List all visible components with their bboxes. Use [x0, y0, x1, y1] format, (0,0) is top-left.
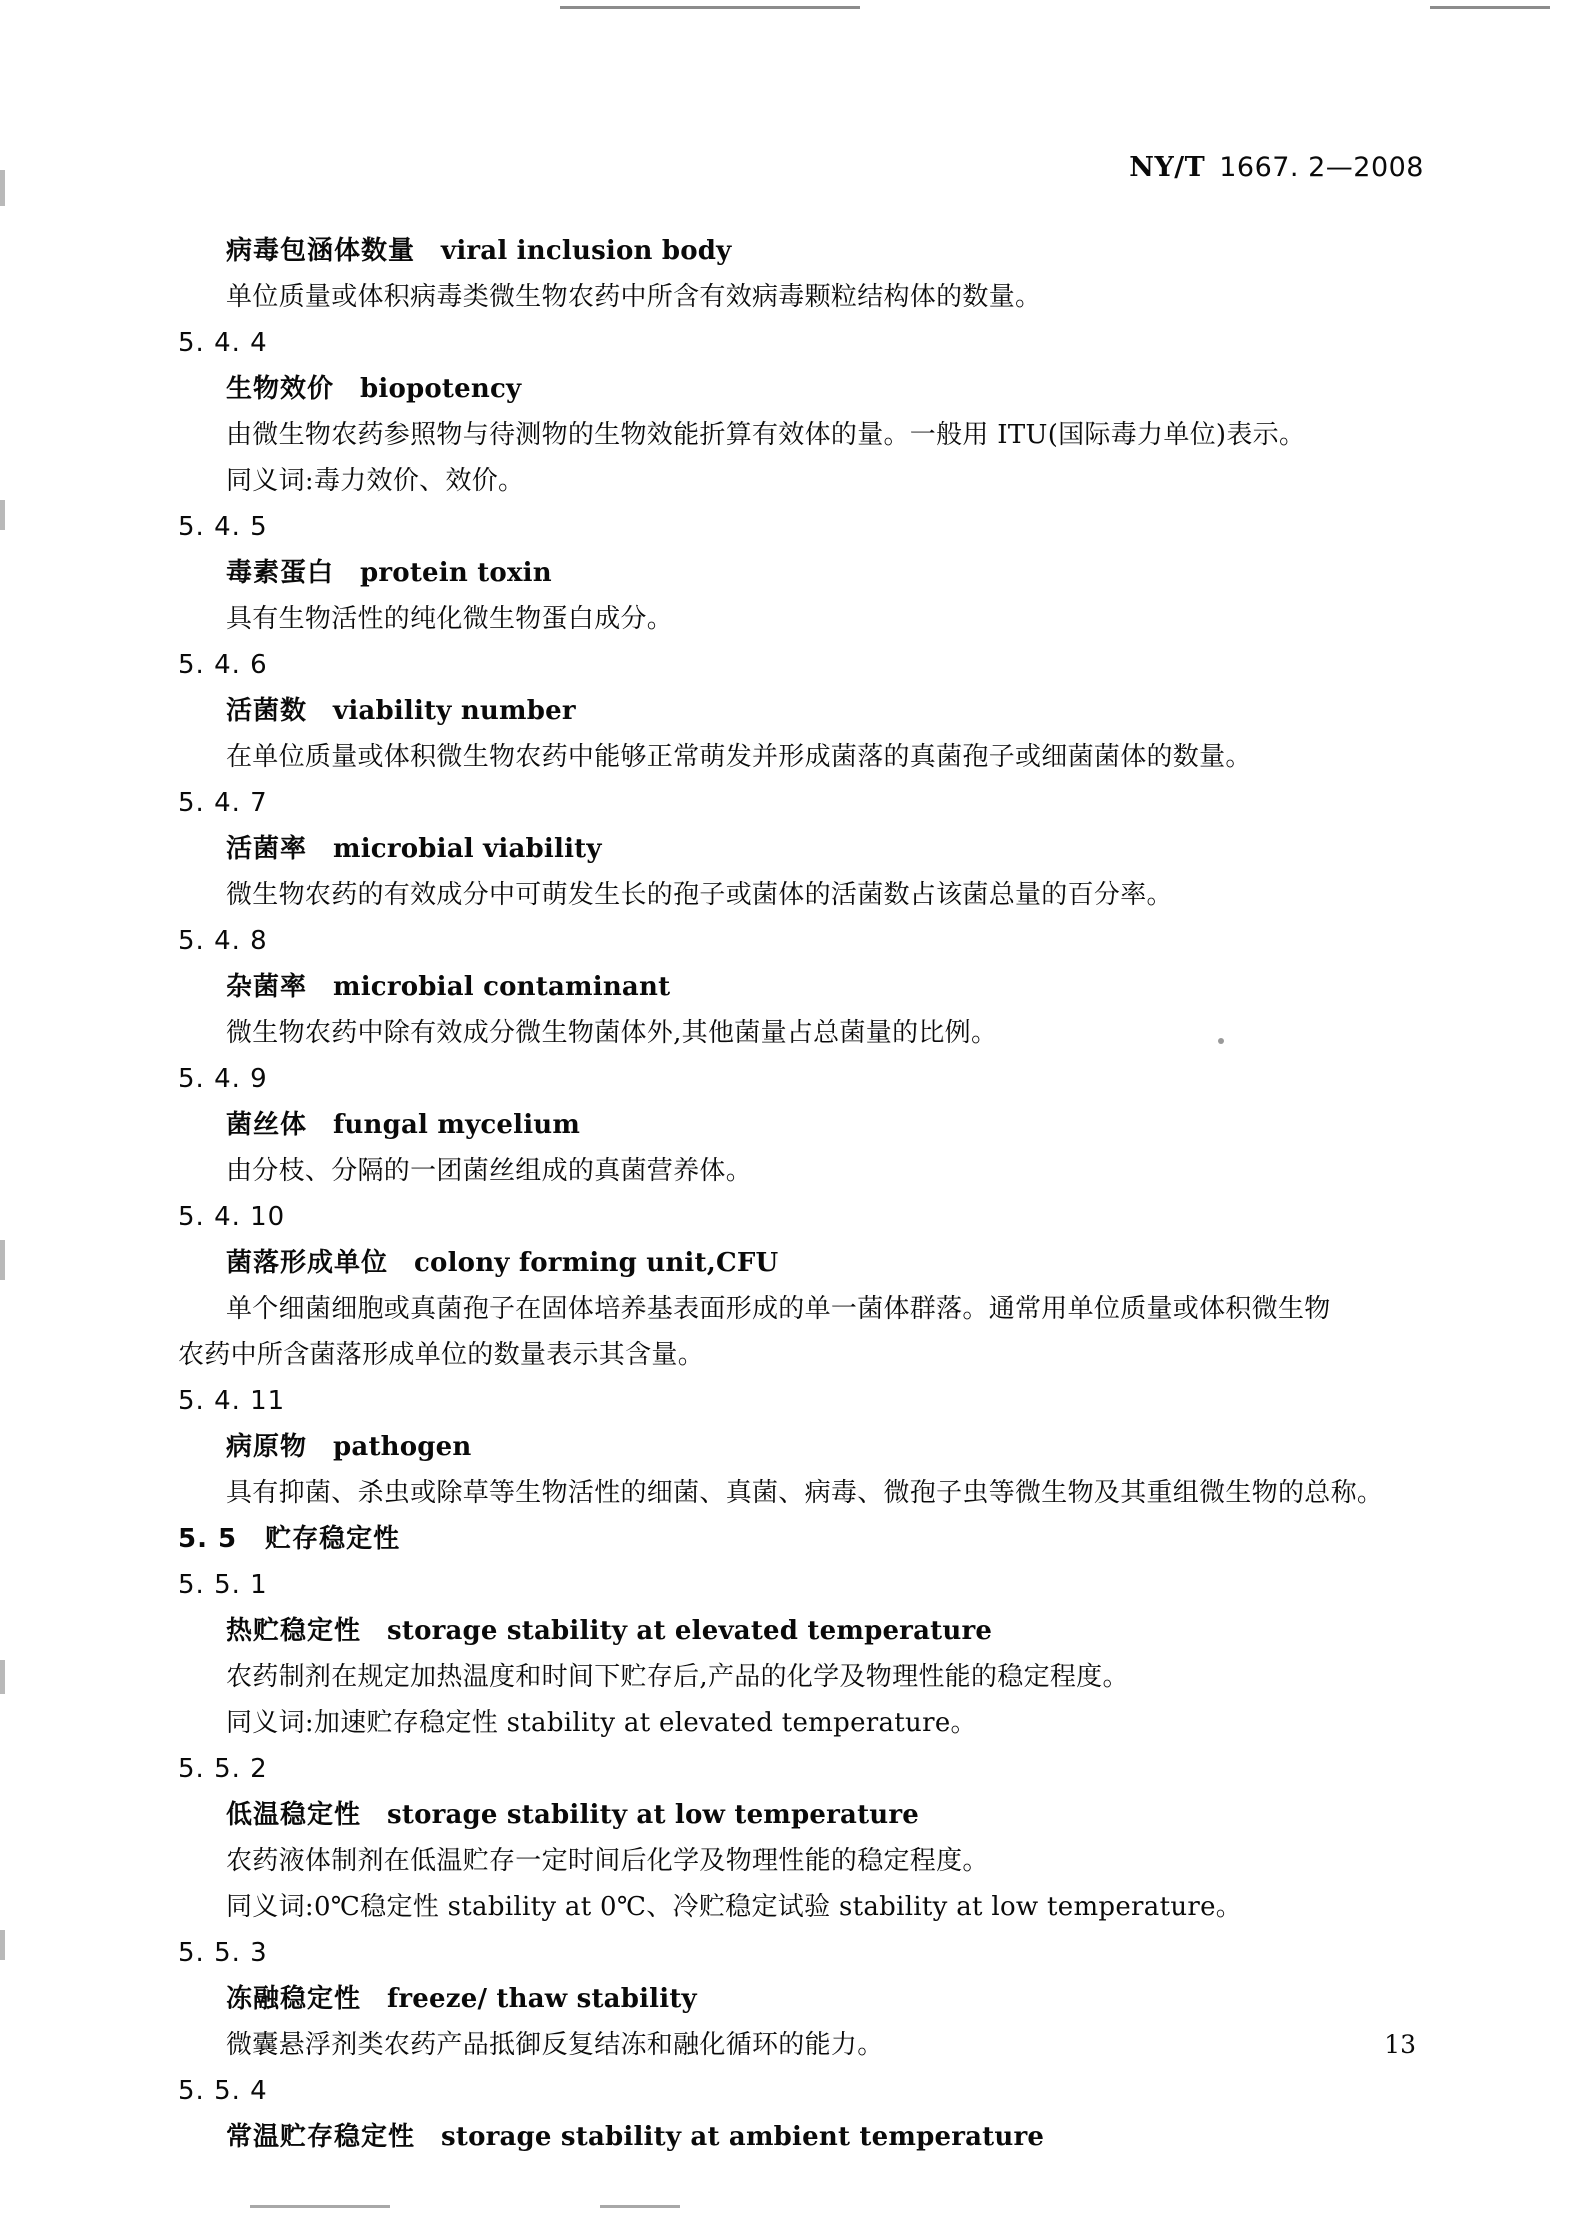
clause-number: 5. 4. 5: [178, 512, 268, 542]
term-chinese: 活菌率: [226, 834, 308, 864]
section-heading: [178, 1516, 1406, 1562]
scan-edge-mark-left-3: [0, 1240, 5, 1280]
term-english: microbial viability: [333, 834, 602, 864]
term-chinese: 生物效价: [226, 374, 335, 404]
term-heading: [226, 1424, 1406, 1470]
clause-number: 5. 4. 10: [178, 1202, 286, 1232]
clause-number: 5. 5. 3: [178, 1938, 268, 1968]
definition-line: 由分枝、分隔的一团菌丝组成的真菌营养体。: [226, 1156, 753, 1186]
scan-bottom-rule: [250, 2205, 390, 2208]
section-number: 5. 5: [178, 1524, 238, 1554]
term-english: protein toxin: [360, 558, 552, 588]
clause-number: 5. 4. 6: [178, 650, 268, 680]
term-english: storage stability at elevated temperature: [387, 1616, 993, 1646]
term-chinese: 病毒包涵体数量: [226, 236, 416, 266]
term-chinese: 杂菌率: [226, 972, 308, 1002]
clause-number: 5. 4. 4: [178, 328, 268, 358]
definition-line: 微囊悬浮剂类农药产品抵御反复结冻和融化循环的能力。: [226, 2030, 884, 2060]
term-heading: [226, 826, 1406, 872]
synonym-line: 同义词:0℃稳定性 stability at 0℃、冷贮稳定试验 stability at low temperature。: [226, 1892, 1243, 1922]
term-english: storage stability at ambient temperature: [441, 2122, 1045, 2152]
term-english: biopotency: [360, 374, 522, 404]
page-number: 13: [1384, 2030, 1416, 2059]
definition-continuation: 农药中所含菌落形成单位的数量表示其含量。: [178, 1340, 705, 1370]
clause-number: 5. 5. 2: [178, 1754, 268, 1784]
scan-edge-mark-left-4: [0, 1660, 5, 1694]
term-chinese: 毒素蛋白: [226, 558, 335, 588]
term-english: viability number: [333, 696, 576, 726]
term-heading: [226, 366, 1406, 412]
scan-top-rule-2: [1430, 6, 1550, 9]
clause-number: 5. 4. 7: [178, 788, 268, 818]
term-english: freeze/ thaw stability: [387, 1984, 697, 2014]
term-chinese: 冻融稳定性: [226, 1984, 362, 2014]
definition-line: 微生物农药的有效成分中可萌发生长的孢子或菌体的活菌数占该菌总量的百分率。: [226, 880, 1173, 910]
definition-line: 单位质量或体积病毒类微生物农药中所含有效病毒颗粒结构体的数量。: [226, 282, 1042, 312]
term-heading: [226, 2114, 1406, 2160]
scan-bottom-rule-2: [600, 2205, 680, 2208]
term-heading: [226, 964, 1406, 1010]
clause-number: 5. 4. 8: [178, 926, 268, 956]
term-heading: [226, 1102, 1406, 1148]
term-heading: [226, 1608, 1406, 1654]
term-english: pathogen: [333, 1432, 472, 1462]
term-chinese: 病原物: [226, 1432, 308, 1462]
clause-number: 5. 5. 4: [178, 2076, 268, 2106]
definition-line: 在单位质量或体积微生物农药中能够正常萌发并形成菌落的真菌孢子或细菌菌体的数量。: [226, 742, 1252, 772]
definition-line: 农药制剂在规定加热温度和时间下贮存后,产品的化学及物理性能的稳定程度。: [226, 1662, 1129, 1692]
term-heading: [226, 1792, 1406, 1838]
term-english: microbial contaminant: [333, 972, 671, 1002]
term-chinese: 热贮稳定性: [226, 1616, 362, 1646]
definition-line: 具有抑菌、杀虫或除草等生物活性的细菌、真菌、病毒、微孢子虫等微生物及其重组微生物的总称。: [226, 1478, 1384, 1508]
scan-edge-mark-left-1: [0, 170, 5, 206]
term-heading: [226, 228, 1406, 274]
term-heading: [226, 688, 1406, 734]
running-header: [1129, 152, 1424, 183]
definition-line: 具有生物活性的纯化微生物蛋白成分。: [226, 604, 674, 634]
term-english: viral inclusion body: [441, 236, 732, 266]
standard-code: NY/T: [1129, 152, 1206, 183]
clause-number: 5. 4. 9: [178, 1064, 268, 1094]
term-heading: [226, 1976, 1406, 2022]
term-heading: [226, 1240, 1406, 1286]
term-chinese: 常温贮存稳定性: [226, 2122, 416, 2152]
term-english: colony forming unit,CFU: [414, 1248, 779, 1278]
term-english: fungal mycelium: [333, 1110, 581, 1140]
synonym-line: 同义词:毒力效价、效价。: [226, 466, 525, 496]
definition-line: 由微生物农药参照物与待测物的生物效能折算有效体的量。一般用 ITU(国际毒力单位)表示。: [226, 420, 1306, 450]
clause-number: 5. 4. 11: [178, 1386, 286, 1416]
term-chinese: 菌落形成单位: [226, 1248, 389, 1278]
term-chinese: 活菌数: [226, 696, 308, 726]
term-english: storage stability at low temperature: [387, 1800, 920, 1830]
term-chinese: 菌丝体: [226, 1110, 308, 1140]
scan-edge-mark-left-2: [0, 500, 5, 530]
section-title: 贮存稳定性: [265, 1524, 401, 1554]
clause-number: 5. 5. 1: [178, 1570, 268, 1600]
term-chinese: 低温稳定性: [226, 1800, 362, 1830]
scan-top-rule: [560, 6, 860, 9]
standard-number: 1667. 2—2008: [1219, 152, 1424, 183]
document-body: [178, 228, 1406, 2160]
definition-line: 微生物农药中除有效成分微生物菌体外,其他菌量占总菌量的比例。: [226, 1018, 998, 1048]
scan-edge-mark-left-5: [0, 1930, 5, 1960]
definition-line: 农药液体制剂在低温贮存一定时间后化学及物理性能的稳定程度。: [226, 1846, 989, 1876]
synonym-line: 同义词:加速贮存稳定性 stability at elevated temperature。: [226, 1708, 977, 1738]
term-heading: [226, 550, 1406, 596]
definition-line: 单个细菌细胞或真菌孢子在固体培养基表面形成的单一菌体群落。通常用单位质量或体积微生物: [226, 1294, 1331, 1324]
